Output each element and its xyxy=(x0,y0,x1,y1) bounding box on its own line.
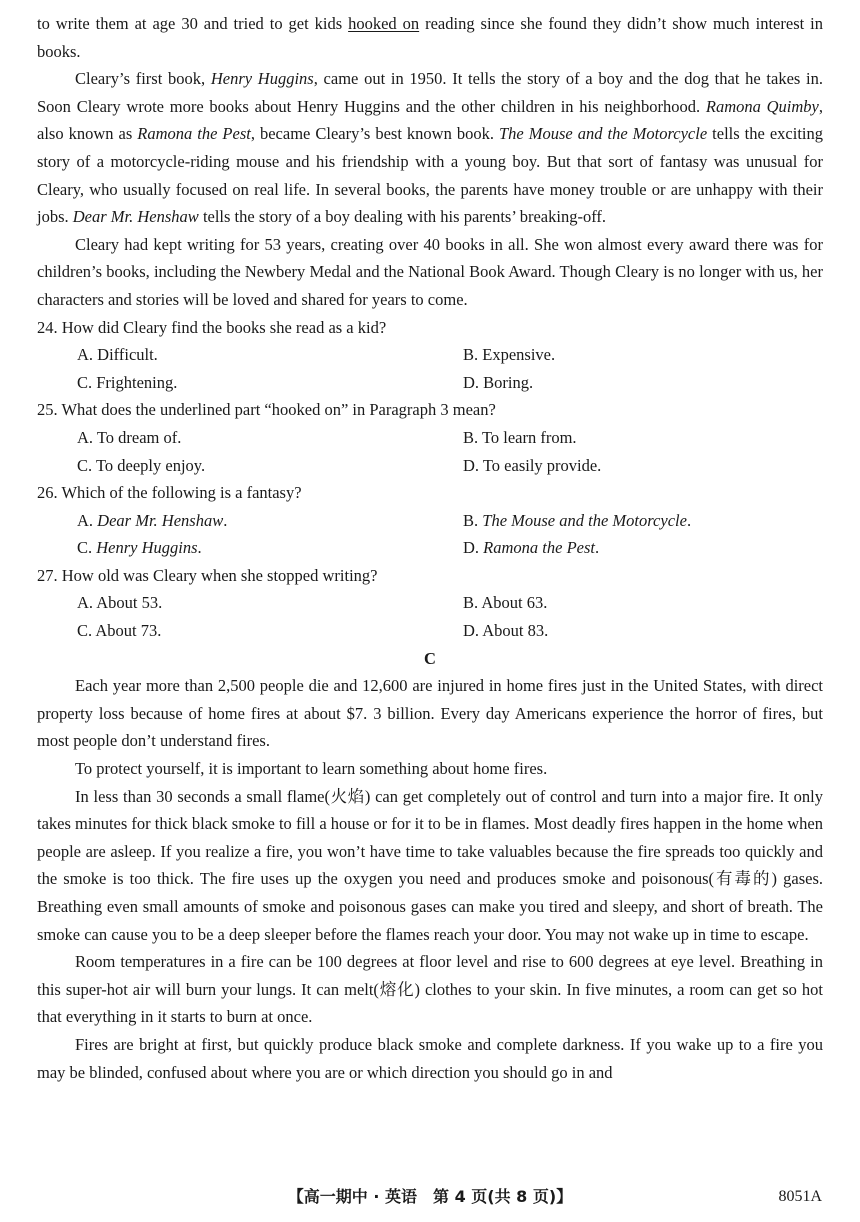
option-text: Dear Mr. Henshaw xyxy=(97,510,224,530)
passage-c-paragraph-3: In less than 30 seconds a small flame(火焰) can get completely out of control and turn into a major fire. It only takes minutes for thick black smoke to fill a house or for it to be in flames. Most deadly fires happen in the home when people are asleep. If you realize a fire, you won’t have time to take valuables because the fire spreads too quickly and the smoke is too thick. The fire uses up the oxygen you need and produces smoke and poisonous(有毒的) gases. Breathing even small amounts of smoke and poisonous gases can make you tired and sleepy, and short of breath. The smoke can cause you to be a deep sleeper before the flames reach your door. You may not wake up in time to escape. xyxy=(37,786,823,944)
option-a[interactable]: A. To dream of. xyxy=(77,427,182,447)
option-label: C. xyxy=(77,538,97,558)
passage-c-paragraph-1: Each year more than 2,500 people die and 12,600 are injured in home fires just in the United States, with direct property loss because of home fires at about $7. 3 billion. Every day Americans experience the horror of fires, but most people don’t understand fires. xyxy=(37,676,823,751)
text-run: , also known as xyxy=(37,96,823,144)
option-label: A. xyxy=(77,510,98,530)
book-title: Dear Mr. Henshaw xyxy=(72,207,199,227)
option-b[interactable]: B. To learn from. xyxy=(463,427,577,447)
passage-b-paragraph-2 xyxy=(37,65,823,231)
option-a[interactable]: A. Difficult. xyxy=(77,345,158,365)
period: . xyxy=(197,538,202,558)
question-25-options xyxy=(37,424,823,479)
book-title: Ramona the Pest xyxy=(137,124,251,144)
text-run: tells the exciting story of a motorcycle-riding mouse and his friendship with a young boy. But that sort of fantasy was unusual for Cleary, who usually focused on real life. In several books, the parents have money trouble or are unhappy with their jobs. xyxy=(37,124,823,227)
option-b[interactable]: B. Expensive. xyxy=(463,345,556,365)
question-24-stem: 24. How did Cleary find the books she read as a kid? xyxy=(37,317,387,337)
underlined-phrase: hooked on xyxy=(348,14,420,33)
option-b[interactable] xyxy=(425,507,823,535)
question-26-options xyxy=(37,507,823,562)
period: . xyxy=(594,538,600,558)
text-run: reading since she found they didn’t show much interest in books. xyxy=(37,14,823,61)
option-a[interactable] xyxy=(37,507,425,535)
text-run: , became Cleary’s best known book. xyxy=(250,124,499,144)
passage-c-paragraph-4: Room temperatures in a fire can be 100 degrees at floor level and rise to 600 degrees at eye level. Breathing in this super-hot air will burn your lungs. It can melt(熔化) clothes to your skin. In five minutes, a room can get so hot that everything in it starts to burn at once. xyxy=(37,952,823,1027)
question-24-options xyxy=(37,341,823,396)
passage-b-paragraph-1 xyxy=(37,10,823,65)
option-text: The Mouse and the Motorcycle xyxy=(482,510,687,530)
book-title: Henry Huggins xyxy=(210,69,314,89)
option-label: B. xyxy=(463,510,483,530)
option-text: Ramona the Pest xyxy=(483,538,595,558)
question-26-stem: 26. Which of the following is a fantasy? xyxy=(37,483,302,503)
question-27-stem: 27. How old was Cleary when she stopped writing? xyxy=(37,565,378,585)
period: . xyxy=(686,510,692,530)
question-25-stem: 25. What does the underlined part “hooked on” in Paragraph 3 mean? xyxy=(37,400,496,420)
option-c[interactable]: C. Frightening. xyxy=(77,372,178,392)
book-title: The Mouse and the Motorcycle xyxy=(498,124,708,144)
option-text: Henry Huggins xyxy=(96,538,198,558)
text-run: tells the story of a boy dealing with his parents’ breaking-off. xyxy=(198,207,607,227)
option-a[interactable]: A. About 53. xyxy=(77,593,163,613)
footer-page-info: 【高一期中 · 英语 第 4 页(共 8 页)】 xyxy=(287,1187,573,1206)
footer-exam-code: 8051A xyxy=(778,1188,822,1205)
book-title: Ramona Quimby xyxy=(705,96,819,116)
passage-c-paragraph-5: Fires are bright at first, but quickly produce black smoke and complete darkness. If you wake up to a fire you may be blinded, confused about where you are or which direction you should go in and xyxy=(37,1034,823,1082)
option-label: D. xyxy=(463,538,484,558)
option-d[interactable]: D. To easily provide. xyxy=(463,455,602,475)
option-c[interactable]: C. To deeply enjoy. xyxy=(77,455,206,475)
option-d[interactable]: D. About 83. xyxy=(463,621,549,641)
option-c[interactable] xyxy=(37,534,425,562)
section-heading-c: C xyxy=(424,648,436,668)
text-run: to write them at age 30 and tried to get kids xyxy=(37,14,349,33)
option-d[interactable]: D. Boring. xyxy=(463,372,534,392)
passage-b-paragraph-3: Cleary had kept writing for 53 years, creating over 40 books in all. She won almost every award there was for children’s books, including the Newbery Medal and the National Book Award. Though Cleary is no longer with us, her characters and stories will be loved and shared for years to come. xyxy=(37,234,823,309)
option-d[interactable] xyxy=(425,534,823,562)
option-b[interactable]: B. About 63. xyxy=(463,593,548,613)
option-c[interactable]: C. About 73. xyxy=(77,621,162,641)
passage-c-paragraph-2: To protect yourself, it is important to learn something about home fires. xyxy=(75,759,548,779)
exam-page xyxy=(37,10,823,1086)
page-footer xyxy=(0,1184,860,1210)
period: . xyxy=(223,510,228,530)
text-run: , came out in 1950. It tells the story of a boy and the dog that he takes in. Soon Cleary wrote more books about Henry Huggins and the other children in his neighborhood. xyxy=(37,69,824,116)
text-run: Cleary’s first book, xyxy=(75,69,211,89)
question-27-options xyxy=(37,589,823,644)
